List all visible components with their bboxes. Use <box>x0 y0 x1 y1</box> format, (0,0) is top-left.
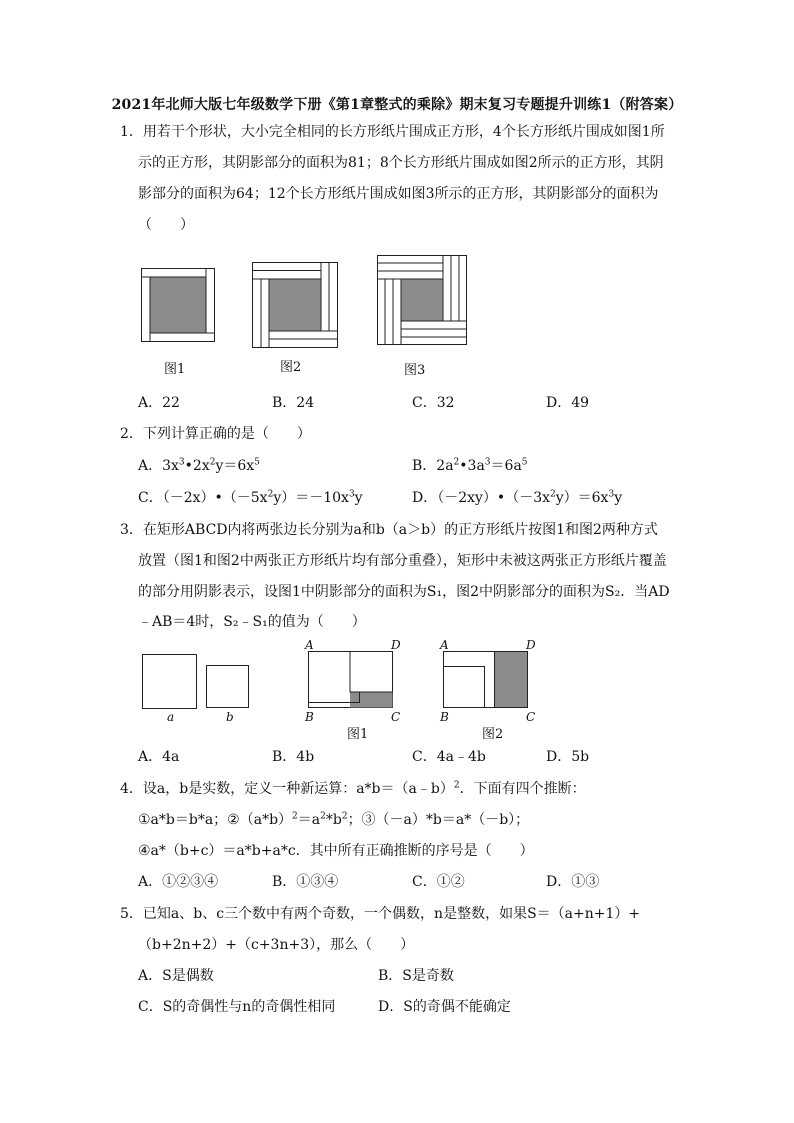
q1-line-1: 1．用若干个形状，大小完全相同的长方形纸片围成正方形，4个长方形纸片围成如图1所 <box>120 124 665 140</box>
q2-option-c[interactable]: C．$(-2x)•(-5x^2y)=-10x^3y$ <box>138 489 363 506</box>
q1-option-b[interactable]: B．24 <box>272 395 315 411</box>
q3-fig2-label-b: B <box>440 710 449 724</box>
q5-option-c[interactable]: C．S的奇偶性与n的奇偶性相同 <box>138 999 336 1015</box>
q3-square-b <box>206 665 250 709</box>
q3-label-b: b <box>226 710 234 724</box>
q3-line-3: 的部分用阴影表示，设图1中阴影部分的面积为S₁，图2中阴影部分的面积为S₂．当AD <box>138 584 670 600</box>
q3-fig1-label-b: B <box>305 710 314 724</box>
q4-option-d[interactable]: D．①③ <box>546 874 600 890</box>
q3-option-b[interactable]: B．4b <box>272 749 315 765</box>
q1-figure-1 <box>141 268 215 342</box>
q3-fig1-label-d: D <box>391 638 401 652</box>
q5-option-d[interactable]: D．S的奇偶不能确定 <box>378 999 511 1015</box>
q5-line-2: （b+2n+2）+（c+3n+3），那么（ ） <box>138 937 415 953</box>
q3-figure-2 <box>443 651 529 709</box>
q1-caption-3: 图3 <box>404 363 426 378</box>
q1-caption-1: 图1 <box>164 362 186 377</box>
q3-option-a[interactable]: A．4a <box>138 749 180 765</box>
q3-fig1-label-c: C <box>391 710 401 724</box>
q5-option-a[interactable]: A．S是偶数 <box>138 968 214 984</box>
q3-option-d[interactable]: D．5b <box>546 749 590 765</box>
q1-line-4: （ ） <box>138 217 194 233</box>
q1-line-3: 影部分的面积为64；12个长方形纸片围成如图3所示的正方形，其阴影部分的面积为 <box>138 186 659 202</box>
q3-line-4: ﹣AB＝4时，S₂﹣S₁的值为（ ） <box>138 614 366 630</box>
q1-option-c[interactable]: C．32 <box>412 395 455 411</box>
q3-fig2-label-d: D <box>526 638 536 652</box>
q3-figure-1 <box>308 651 394 709</box>
q1-figure-3 <box>377 255 467 345</box>
q5-option-b[interactable]: B．S是奇数 <box>378 968 454 984</box>
q3-caption-2: 图2 <box>482 727 504 742</box>
q4-line-2: ①a*b＝b*a；$②(a*b)^2=a^2*b^2$；③（－a）*b＝a*（－b）； <box>138 811 530 828</box>
q2-option-d[interactable]: D．$(-2xy)•(-3x^2y)=6x^3y$ <box>412 489 623 506</box>
q3-option-c[interactable]: C．4a﹣4b <box>412 749 486 765</box>
q4-line-3: ④a*（b+c）＝a*b+a*c．其中所有正确推断的序号是（ ） <box>138 843 534 859</box>
q3-square-a <box>142 654 198 710</box>
q1-figure-2 <box>252 262 338 348</box>
q1-line-2: 示的正方形，其阴影部分的面积为81；8个长方形纸片围成如图2所示的正方形，其阴 <box>138 155 664 171</box>
q2-option-b[interactable]: B．$2a^2•3a^3=6a^5$ <box>412 457 528 474</box>
q3-caption-1: 图1 <box>347 727 369 742</box>
q1-option-d[interactable]: D．49 <box>546 395 590 411</box>
q3-line-2: 放置（图1和图2中两张正方形纸片均有部分重叠），矩形中未被这两张正方形纸片覆盖 <box>138 553 667 569</box>
q4-line-1: 4．设a，b是实数，定义一种新运算：a*b＝（a﹣b）$^2$．下面有四个推断： <box>120 780 586 797</box>
q2-stem: 2．下列计算正确的是（ ） <box>120 426 311 442</box>
q4-option-a[interactable]: A．①②③④ <box>138 874 219 890</box>
q4-option-b[interactable]: B．①③④ <box>272 874 339 890</box>
q2-option-a[interactable]: A．$3x^3•2x^2y=6x^5$ <box>138 457 260 474</box>
q3-fig1-label-a: A <box>305 638 314 652</box>
q3-label-a: a <box>167 710 175 724</box>
q3-fig2-label-c: C <box>526 710 536 724</box>
page-title: 2021年北师大版七年级数学下册《第1章整式的乘除》期末复习专题提升训练1（附答案） <box>111 97 683 113</box>
q3-fig2-label-a: A <box>440 638 449 652</box>
q1-option-a[interactable]: A．22 <box>138 395 180 411</box>
q3-line-1: 3．在矩形ABCD内将两张边长分别为a和b（a＞b）的正方形纸片按图1和图2两种方式 <box>120 522 658 538</box>
q5-line-1: 5．已知a、b、c三个数中有两个奇数，一个偶数，n是整数，如果S＝（a+n+1）+ <box>120 906 641 922</box>
q4-option-c[interactable]: C．①② <box>412 874 465 890</box>
q1-caption-2: 图2 <box>280 360 302 375</box>
